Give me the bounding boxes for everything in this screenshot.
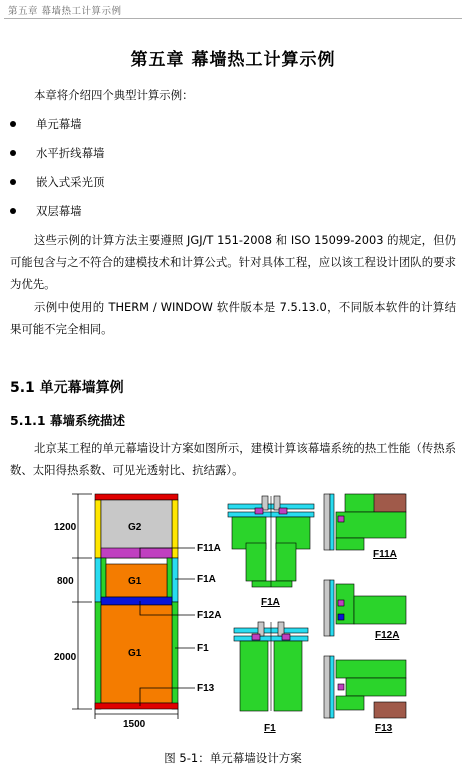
frame-top-transom [95, 494, 178, 500]
software-paragraph: 示例中使用的 THERM / WINDOW 软件版本是 7.5.13.0，不同版本软件的计算结果可能不完全相同。 [10, 300, 456, 336]
frame-left-lower [95, 602, 101, 709]
detail-label-f12a: F12A [375, 630, 400, 641]
callout-label: F1 [197, 643, 209, 654]
dimension-width: 1500 [123, 719, 146, 730]
list-item [10, 116, 82, 132]
callout-label: F1A [197, 574, 216, 585]
method-paragraph: 这些示例的计算方法主要遵照 JGJ/T 151-2008 和 ISO 15099-2003 的规定，但仍可能包含与之不符合的建模技术和计算公式。针对具体工程，应以该工程设计团队的要求为优先。 [10, 233, 456, 291]
figure-caption: 图 5-1：单元幕墙设计方案 [164, 751, 302, 765]
detail-label-f1a: F1A [261, 597, 280, 608]
dimension-top: 1200 [54, 522, 77, 533]
detail-f13 [324, 656, 406, 718]
bullet-icon [10, 150, 16, 156]
system-description-paragraph: 北京某工程的单元幕墙设计方案如图所示，建模计算该幕墙系统的热工性能（传热系数、太阳得热系数、可见光透射比、抗结露）。 [10, 441, 456, 477]
mullion-blue [101, 597, 172, 605]
bullet-icon [10, 121, 16, 127]
list-item-text: 双层幕墙 [36, 204, 82, 218]
dimension-middle: 800 [57, 576, 74, 587]
callout-label: F11A [197, 543, 221, 554]
subsection-heading: 5.1.1 幕墙系统描述 [10, 413, 125, 428]
panel-label-middle: G1 [128, 576, 142, 587]
detail-label-f11a: F11A [373, 549, 397, 560]
chapter-title: 第五章 幕墙热工计算示例 [130, 50, 336, 70]
list-item [10, 203, 82, 219]
panel-label-lower: G1 [128, 648, 142, 659]
frame-right-upper [172, 500, 178, 558]
detail-f1a [228, 496, 314, 587]
running-header: 第五章 幕墙热工计算示例 [8, 6, 122, 17]
header-rule [4, 18, 462, 19]
list-item [10, 145, 104, 161]
detail-f12a [324, 580, 406, 636]
dimension-bottom: 2000 [54, 652, 77, 663]
frame-right-lower [172, 602, 178, 709]
intro-paragraph: 本章将介绍四个典型计算示例： [34, 88, 194, 102]
frame-bottom-transom [95, 703, 178, 709]
list-item-text: 嵌入式采光顶 [36, 175, 105, 189]
list-item [10, 174, 104, 190]
spandrel-band [101, 548, 172, 558]
bullet-icon [10, 179, 16, 185]
frame-left-upper [95, 500, 101, 558]
frame-left-inner [101, 558, 106, 602]
curtain-wall-figure [0, 488, 466, 748]
list-item-text: 水平折线幕墙 [36, 146, 105, 160]
detail-label-f1: F1 [264, 723, 276, 734]
list-item-text: 单元幕墙 [36, 117, 82, 131]
glass-left-middle [95, 558, 101, 602]
panel-label-upper: G2 [128, 522, 142, 533]
callout-label: F13 [197, 683, 215, 694]
detail-label-f13: F13 [375, 723, 393, 734]
detail-f11a [324, 494, 406, 550]
bullet-icon [10, 208, 16, 214]
detail-f1 [234, 622, 308, 711]
section-heading: 5.1 单元幕墙算例 [10, 380, 124, 396]
glass-right-middle [172, 558, 178, 602]
callout-label: F12A [197, 610, 222, 621]
frame-right-inner [167, 558, 172, 602]
